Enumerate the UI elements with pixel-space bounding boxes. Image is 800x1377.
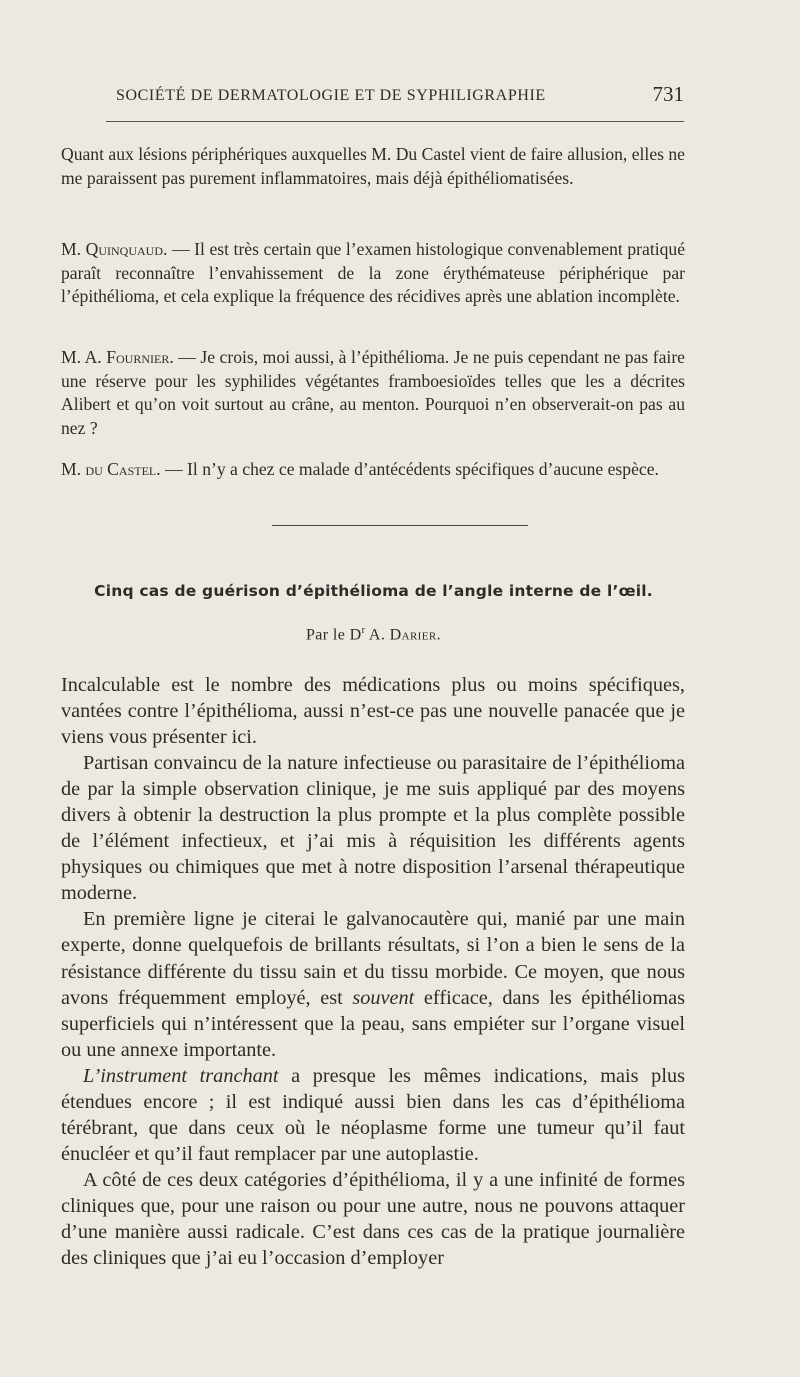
section-divider <box>272 525 528 526</box>
author-name: Darier. <box>389 626 441 644</box>
emphasis: L’instrument tranchant <box>83 1064 279 1087</box>
body-paragraph-2: Partisan convaincu de la nature infectieuse ou parasitaire de l’épithélioma de par la simple observation clinique, je me suis appliqué par des moyens divers à obtenir la destruction la plus prompte et la plus complète possible de l’élément infectieux, et j’ai mis à réquisition les différents agents physiques ou chimiques que met à notre disposition l’arsenal thérapeutique moderne. <box>61 752 685 905</box>
body-paragraph-3: En première ligne je citerai le galvanocautère qui, manié par une main experte, donne quelquefois de brillants résultats, si l’on a bien le sens de la résistance différente du tissu sain et du tissu morbide. Ce moyen, que nous avons fréquemment employé, est souvent efficace, dans les épithéliomas superficiels qui n’intéressent que la peau, sans empiéter sur l’organe visuel ou une annexe importante. <box>61 908 685 1061</box>
speaker-name: Fournier. <box>106 347 174 367</box>
body-paragraph-1: Incalculable est le nombre des médications plus ou moins spécifiques, vantées contre l’épithélioma, aussi n’est-ce pas une nouvelle panacée que je viens vous présenter ici. <box>61 674 685 749</box>
speaker-name: du Castel. <box>85 459 161 479</box>
header-rule <box>106 121 684 122</box>
discussion-paragraph-3: M. A. Fournier. — Je crois, moi aussi, à l’épithélioma. Je ne puis cependant ne pas faire une réserve pour les syphilides végétantes framboesioïdes telles que les a décrites Alibert et qu’on voit surtout au crâne, au menton. Pourquoi n’en observerait-on pas au nez ? <box>61 347 685 438</box>
article-byline: Par le $D^r$ A. Darier. <box>305 625 441 644</box>
body-paragraph-5: A côté de ces deux catégories d’épithélioma, il y a une infinité de formes cliniques que, pour une raison ou pour une autre, nous ne pouvons attaquer d’une manière aussi radicale. C’est dans ces cas de la pratique journalière des cliniques que j’ai eu l’occasion d’employer <box>61 1168 685 1270</box>
running-title: SOCIÉTÉ DE DERMATOLOGIE ET DE SYPHILIGRAPHIE <box>116 87 546 104</box>
discussion-paragraph-4: M. du Castel. — Il n’y a chez ce malade d’antécédents spécifiques d’aucune espèce. <box>61 459 659 479</box>
emphasis: souvent <box>352 986 415 1009</box>
page-number: 731 <box>652 82 684 106</box>
article-title: Cinq cas de guérison d’épithélioma de l’angle interne de l’œil. <box>94 582 653 600</box>
speaker-name: Quinquaud. <box>85 239 168 259</box>
discussion-paragraph-1: Quant aux lésions périphériques auxquelles M. Du Castel vient de faire allusion, elles ne me paraissent pas purement inflammatoires, mais déjà épithéliomatisées. <box>61 144 685 188</box>
discussion-paragraph-2: M. Quinquaud. — Il est très certain que l’examen histologique convenablement pratiqué paraît reconnaître l’envahissement de la zone érythémateuse périphérique par l’épithélioma, et cela explique la fréquence des récidives après une ablation incomplète. <box>61 239 686 307</box>
running-header <box>116 80 684 110</box>
body-paragraph-4: L’instrument tranchant a presque les mêmes indications, mais plus étendues encore ; il est indiqué aussi bien dans les cas d’épithélioma térébrant, que dans ceux où le néoplasme forme une tumeur qu’il faut énucléer et qu’il faut remplacer par une autoplastie. <box>61 1064 685 1165</box>
article-body <box>61 672 685 1271</box>
